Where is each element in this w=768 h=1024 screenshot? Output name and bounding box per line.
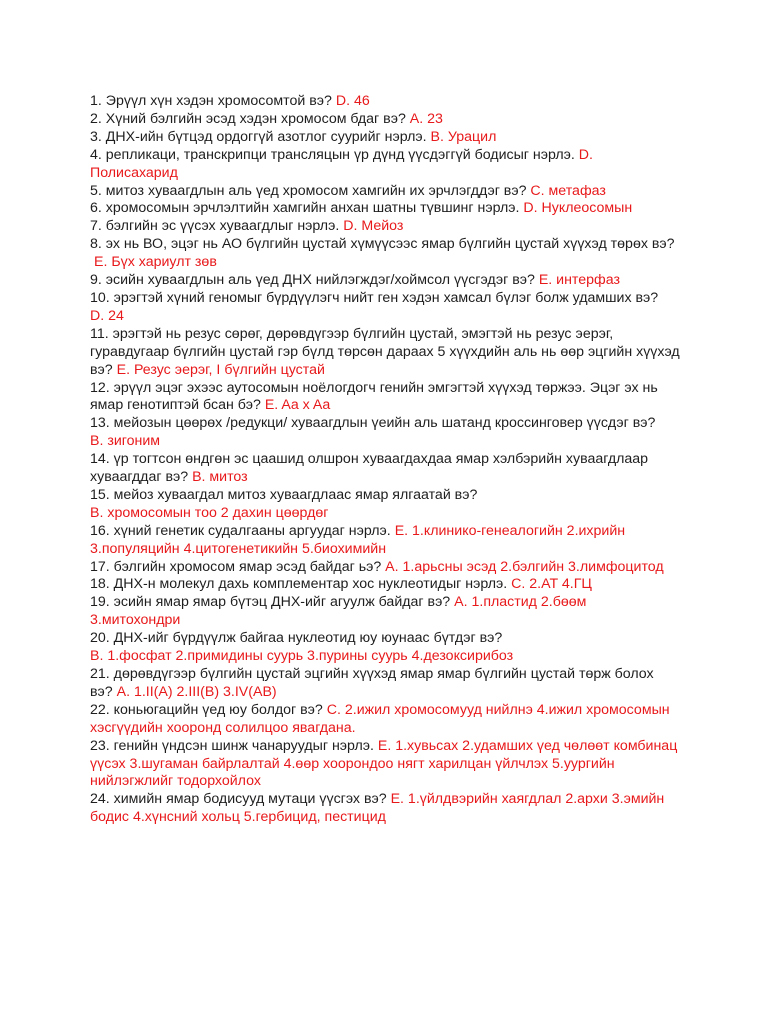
answer-6: D. Нуклеосомын	[523, 200, 633, 217]
answer-18: C. 2.AT 4.ГЦ	[511, 576, 592, 593]
question-10: 10. эрэгтэй хүний геномыг бүрдүүлэгч нийт ген хэдэн хамсал бүлэг болж удамших вэ? D. 24	[90, 290, 680, 326]
question-14: 14. үр тогтсон өндгөн эс цаашид олшрон хуваагдахдаа ямар хэлбэрийн хуваагдлаар хуваагддаг вэ? B. митоз	[90, 451, 649, 486]
question-5: 5. митоз хуваагдлын аль үед хромосом хамгийн их эрчлэгддэг вэ? C. метафаз	[90, 182, 606, 199]
question-6: 6. хромосомын эрчлэлтийн хамгийн анхан шатны түвшинг нэрлэ. D. Нуклеосомын	[90, 200, 633, 217]
answer-4: D. Полисахарид	[90, 146, 593, 181]
question-20: 20. ДНХ-ийг бүрдүүлж байгаа нуклеотид юу юунаас бүтдэг вэ? B. 1.фосфат 2.примидины суурь 3.пурины суурь 4.дезоксирибоз	[90, 630, 680, 666]
answer-15: B. хромосомын тоо 2 дахин цөөрдөг	[90, 504, 329, 521]
question-15: 15. мейоз хуваагдал митоз хуваагдлаас ямар ялгаатай вэ? B. хромосомын тоо 2 дахин цөөрдөг	[90, 487, 680, 523]
answer-10: D. 24	[90, 307, 124, 324]
answer-12: E. Aa x Aa	[264, 397, 331, 414]
answer-19: A. 1.пластид 2.бөөм 3.митохондри	[90, 594, 587, 629]
question-22: 22. коньюгацийн үед юу болдог вэ? C. 2.ижил хромосомууд нийлнэ 4.ижил хромосомын хэсгүүдийн хооронд солилцоо явагдана.	[90, 701, 670, 736]
answer-14: B. митоз	[192, 469, 248, 486]
quiz-document	[90, 93, 680, 827]
question-16: 16. хүний генетик судалгааны аргуудаг нэрлэ. E. 1.клинико-генеалогийн 2.ихрийн 3.популяцийн 4.цитогенетикийн 5.биохимийн	[90, 522, 626, 557]
answer-8: E. Бүх хариулт зөв	[94, 254, 217, 271]
question-18: 18. ДНХ-н молекул дахь комплементар хос нуклеотидыг нэрлэ. C. 2.AT 4.ГЦ	[90, 576, 592, 593]
answer-20: B. 1.фосфат 2.примидины суурь 3.пурины суурь 4.дезоксирибоз	[90, 648, 514, 665]
question-7: 7. бэлгийн эс үүсэх хуваагдлыг нэрлэ. D. Мейоз	[90, 218, 404, 235]
question-13: 13. мейозын цөөрөх /редукци/ хуваагдлын үеийн аль шатанд кроссинговер үүсдэг вэ? B. зигоним	[90, 415, 680, 451]
question-12: 12. эрүүл эцэг эхээс аутосомын ноёлогдогч генийн эмгэгтэй хүүхэд төржээ. Эцэг эх нь ямар генотиптэй бсан бэ? E. Aa x Aa	[90, 379, 658, 414]
answer-2: A. 23	[409, 110, 443, 127]
answer-1: D. 46	[335, 93, 370, 109]
answer-21: A. 1.II(A) 2.III(B) 3.IV(AB)	[116, 683, 277, 700]
answer-22: C. 2.ижил хромосомууд нийлнэ 4.ижил хромосомын хэсгүүдийн хооронд солилцоо явагдана.	[90, 701, 670, 736]
answer-23: E. 1.хувьсах 2.удамших үед чөлөөт комбинац үүсэх 3.шугаман байрлалтай 4.өөр хоорондоо нягт харилцан үйлчлэх 5.уургийн нийлэгжлийг тодорхойлох	[90, 737, 678, 790]
question-1: 1. Эрүүл хүн хэдэн хромосомтой вэ? D. 46	[90, 93, 370, 109]
answer-16: E. 1.клинико-генеалогийн 2.ихрийн 3.популяцийн 4.цитогенетикийн 5.биохимийн	[90, 522, 626, 557]
question-8: 8. эх нь ВО, эцэг нь АО бүлгийн цустай хүмүүсээс ямар бүлгийн цустай хүүхэд төрөх вэ? E. Бүх хариулт зөв	[90, 236, 680, 272]
answer-3: B. Урацил	[430, 128, 497, 145]
question-17: 17. бэлгийн хромосом ямар эсэд байдаг ьэ? A. 1.арьсны эсэд 2.бэлгийн 3.лимфоцитод	[90, 558, 664, 575]
question-3: 3. ДНХ-ийн бүтцэд ордоггүй азотлог суурийг нэрлэ. B. Урацил	[90, 128, 497, 145]
answer-11: E. Резус эерэг, I бүлгийн цустай	[116, 361, 325, 378]
question-19: 19. эсийн ямар ямар бүтэц ДНХ-ийг агуулж байдаг вэ? A. 1.пластид 2.бөөм 3.митохондри	[90, 594, 587, 629]
answer-24: E. 1.үйлдвэрийн хаягдлал 2.архи 3.эмийн бодис 4.хүнсний хольц 5.гербицид, пестицид	[90, 791, 665, 826]
question-23: 23. генийн үндсэн шинж чанаруудыг нэрлэ. E. 1.хувьсах 2.удамших үед чөлөөт комбинац үүсэх 3.шугаман байрлалтай 4.өөр хоорондоо нягт харилцан үйлчлэх 5.уургийн нийлэгжлийг тодорхойлох	[90, 737, 678, 790]
question-21: 21. дөрөвдүгээр бүлгийн цустай эцгийн хүүхэд ямар ямар бүлгийн цустай төрж болох вэ? A. 1.II(A) 2.III(B) 3.IV(AB)	[90, 666, 654, 700]
question-9: 9. эсийн хуваагдлын аль үед ДНХ нийлэгждэг/хоймсол үүсгэдэг вэ? E. интерфаз	[90, 272, 620, 289]
question-24: 24. химийн ямар бодисууд мутаци үүсгэх вэ? E. 1.үйлдвэрийн хаягдлал 2.архи 3.эмийн бодис 4.хүнсний хольц 5.гербицид, пестицид	[90, 791, 665, 826]
answer-5: C. метафаз	[530, 182, 606, 199]
question-4: 4. репликаци, транскрипци трансляцын үр дүнд үүсдэггүй бодисыг нэрлэ. D. Полисахарид	[90, 146, 593, 181]
answer-13: B. зигоним	[90, 433, 161, 450]
answer-9: E. интерфаз	[538, 272, 620, 289]
question-2: 2. Хүний бэлгийн эсэд хэдэн хромосом бдаг вэ? A. 23	[90, 110, 443, 127]
question-11: 11. эрэгтэй нь резус сөрөг, дөрөвдүгээр бүлгийн цустай, эмэгтэй нь резус эерэг, гуравдугаар бүлгийн цустай гэр бүлд төрсөн дараах 5 хүүхдийн аль нь өөр эцгийн хүүхэд вэ? E. Резус эерэг, I бүлгийн цустай	[90, 325, 680, 378]
answer-7: D. Мейоз	[343, 218, 404, 235]
answer-17: A. 1.арьсны эсэд 2.бэлгийн 3.лимфоцитод	[385, 558, 664, 575]
